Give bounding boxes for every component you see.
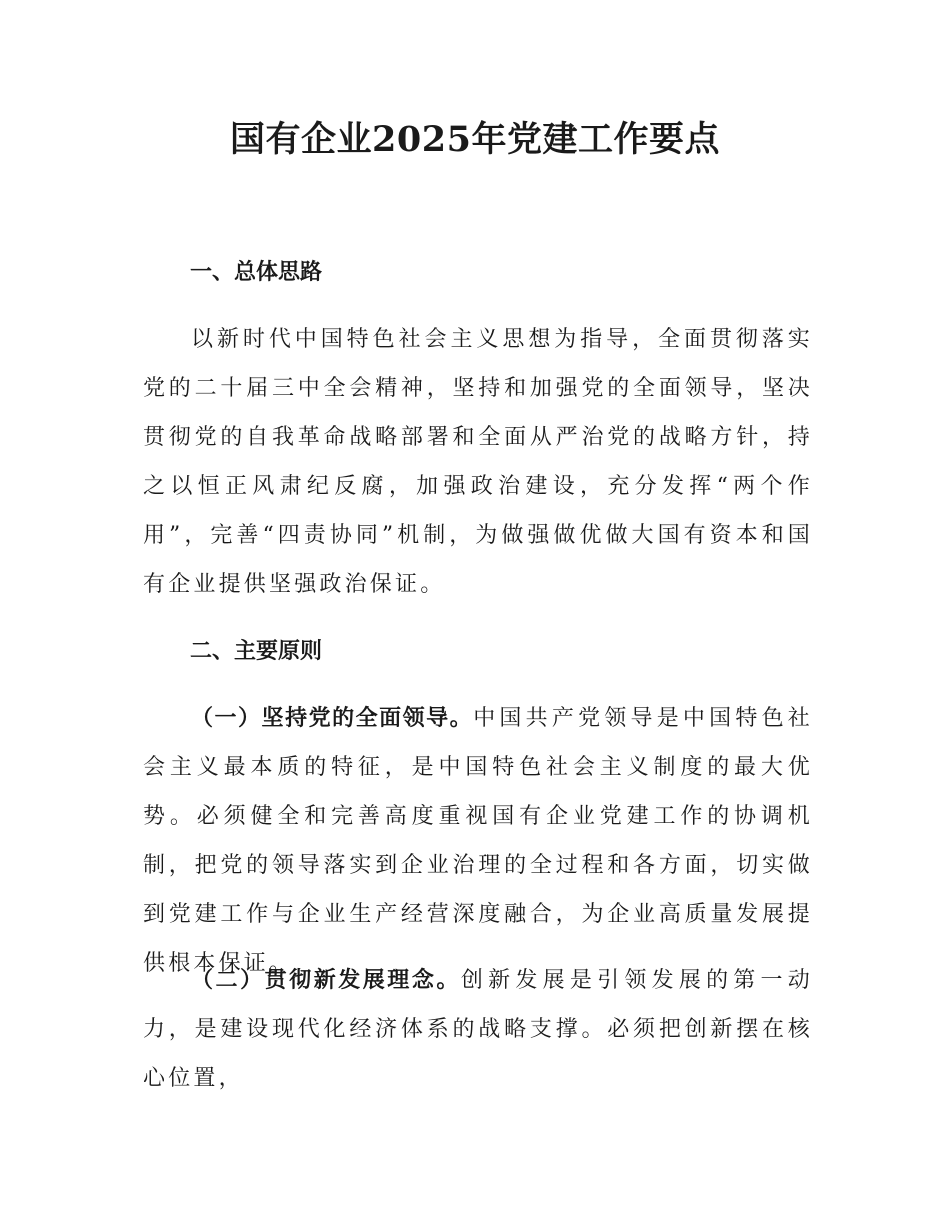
paragraph-principle-2 — [143, 956, 813, 1103]
paragraph-overall-approach — [143, 315, 813, 609]
paragraph-lead: （一）坚持党的全面领导。 — [191, 706, 474, 731]
paragraph-text: 创新发展是引领发展的第一动力，是建设现代化经济体系的战略支撑。必须把创新摆在核心位置， — [143, 968, 813, 1091]
paragraph-lead: （二）贯彻新发展理念。 — [191, 968, 461, 993]
paragraph-text: 中国共产党领导是中国特色社会主义最本质的特征，是中国特色社会主义制度的最大优势。必须健全和完善高度重视国有企业党建工作的协调机制，把党的领导落实到企业治理的全过程和各方面，切实做到党建工作与企业生产经营深度融合，为企业高质量发展提供根本保证。 — [143, 706, 813, 976]
document-title: 国有企业2025年党建工作要点 — [230, 119, 720, 160]
section-heading-overall-approach: 一、总体思路 — [190, 260, 323, 285]
paragraph-principle-1 — [143, 694, 813, 988]
section-heading-main-principles: 二、主要原则 — [190, 639, 323, 664]
paragraph-text: 以新时代中国特色社会主义思想为指导，全面贯彻落实党的二十届三中全会精神，坚持和加强党的全面领导，坚决贯彻党的自我革命战略部署和全面从严治党的战略方针，持之以恒正风肃纪反腐，加强政治建设，充分发挥“两个作用”，完善“四责协同”机制，为做强做优做大国有资本和国有企业提供坚强政治保证。 — [143, 327, 813, 597]
